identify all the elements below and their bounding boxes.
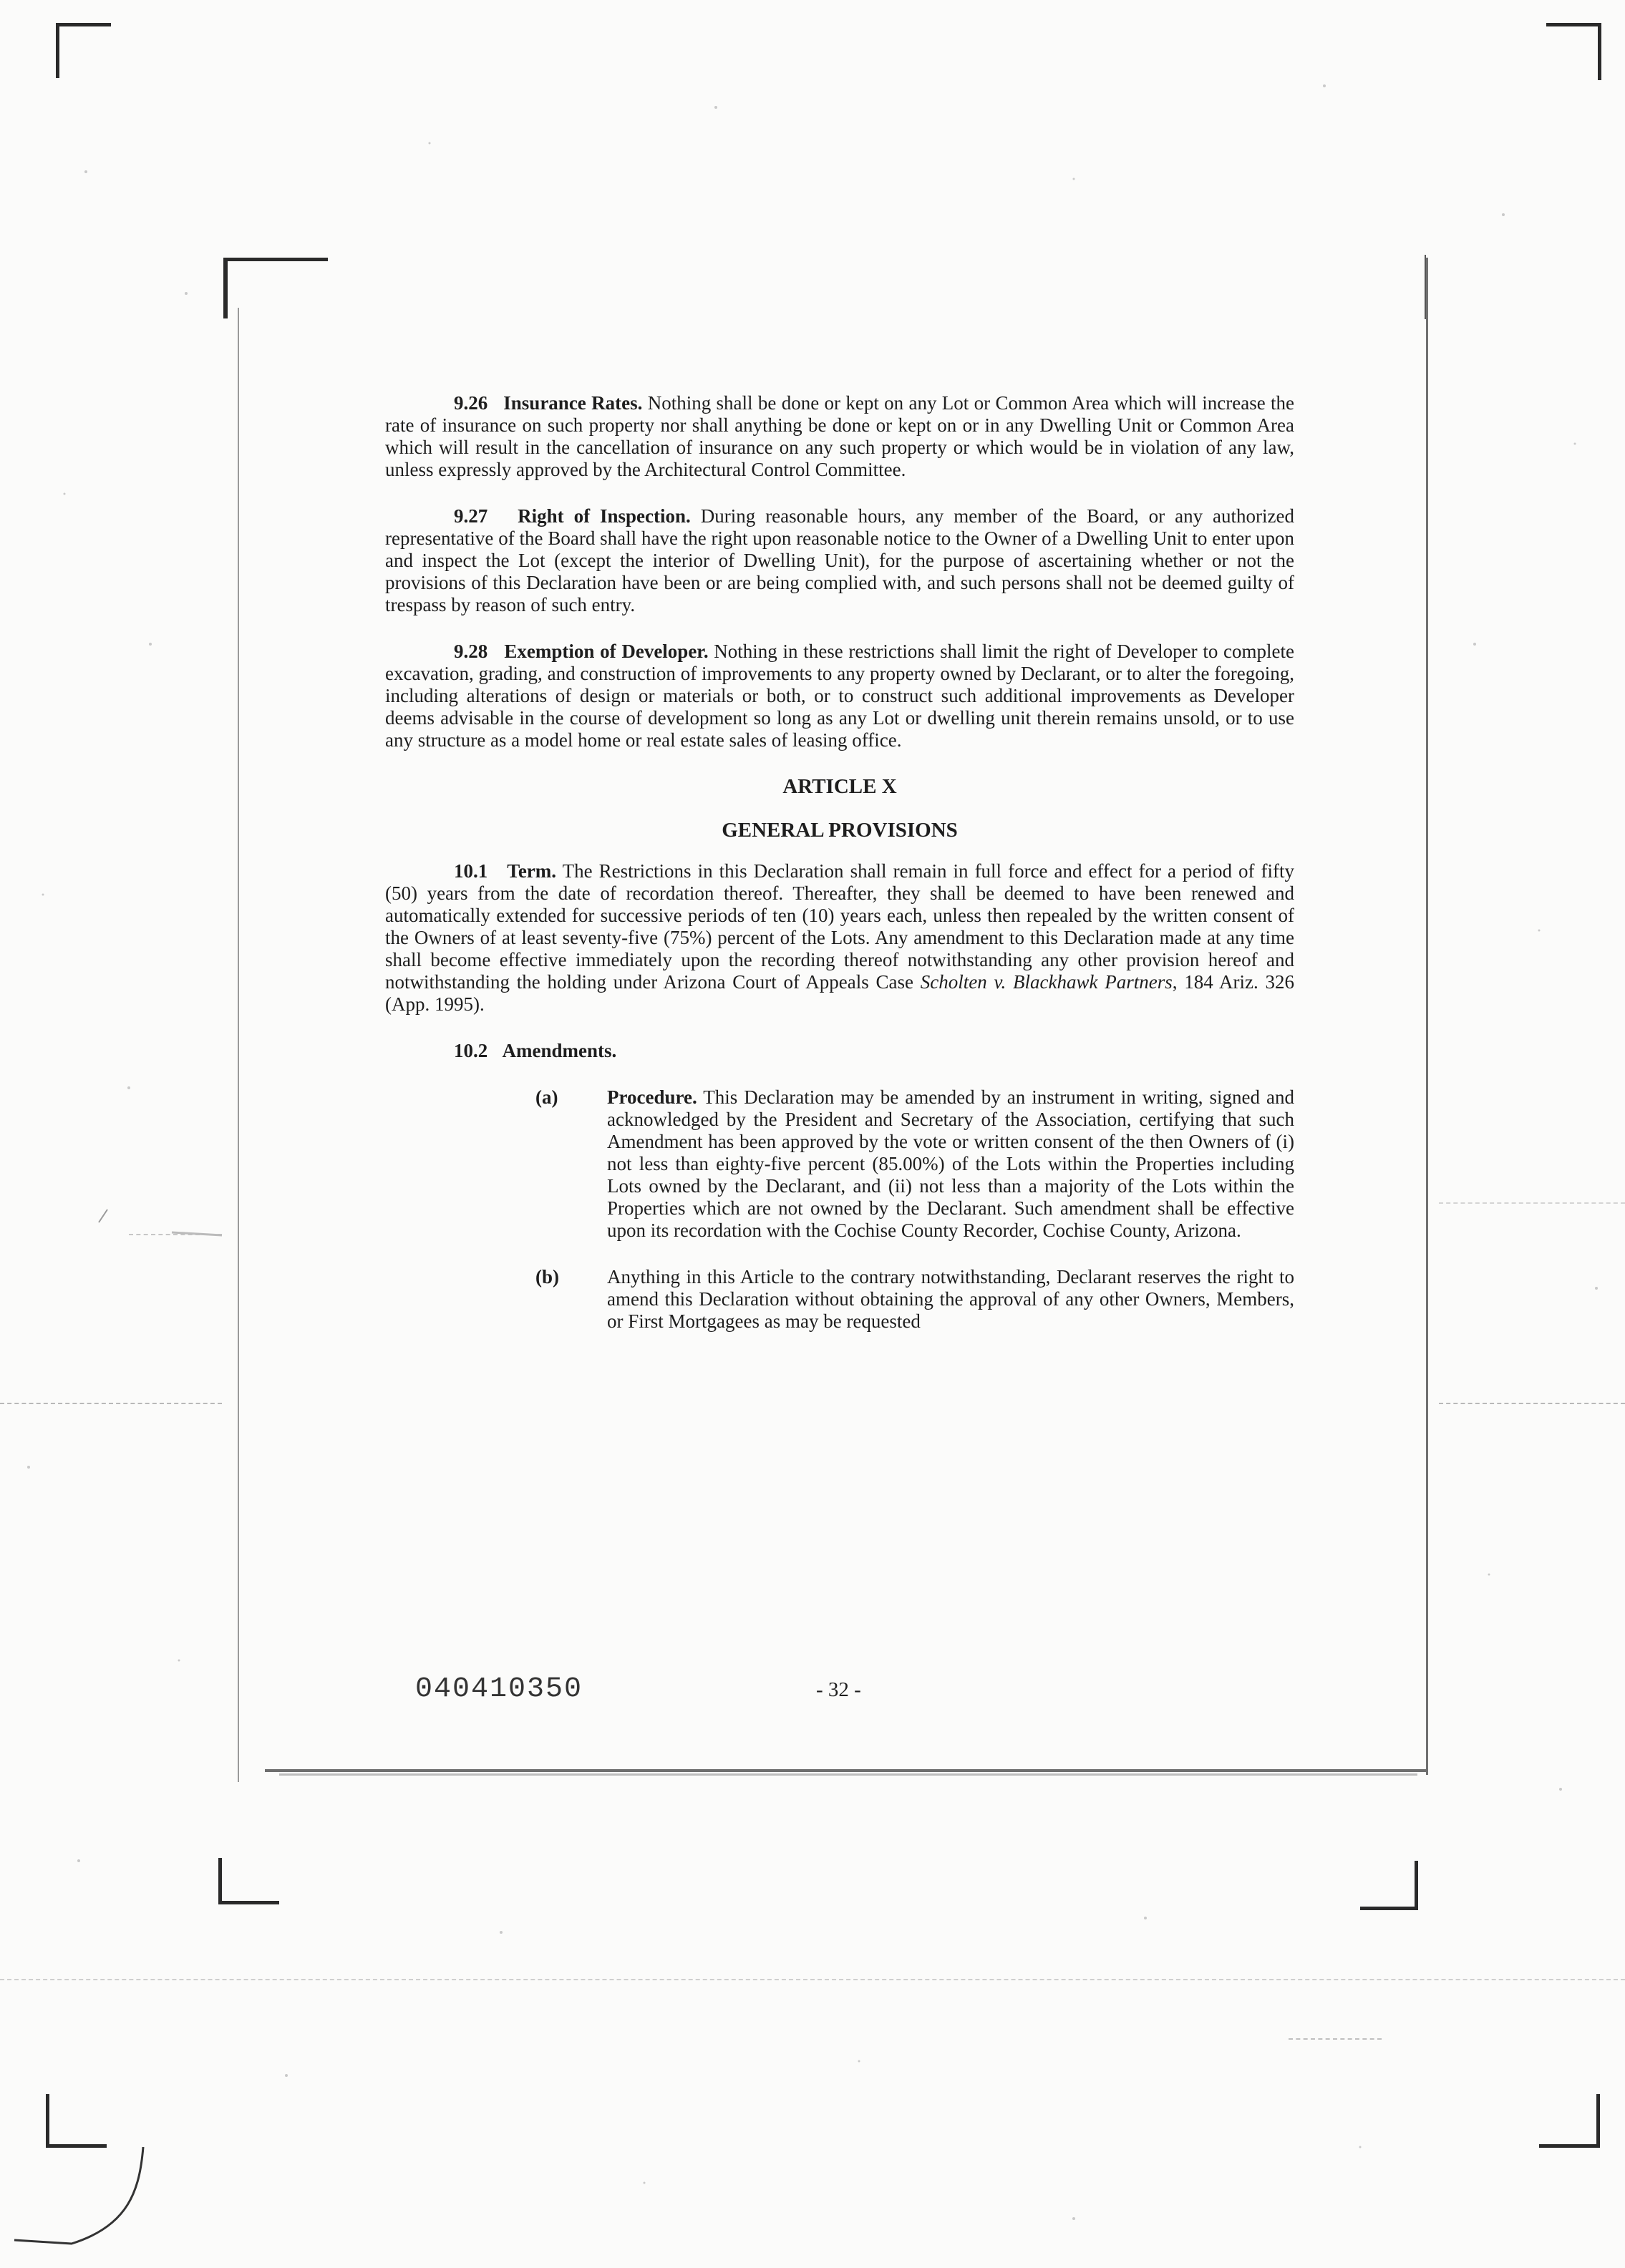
case-citation: , 184 Ariz. 326 (App. 1995). [385, 971, 1294, 1015]
section-title: Exemption of Developer. [504, 641, 709, 662]
article-subheading: GENERAL PROVISIONS [722, 819, 958, 842]
section-title: Amendments. [502, 1040, 617, 1061]
section-body: Nothing shall be done or kept on any Lot or Common Area which will increase the rate of insurance on such property nor shall anything be done or kept on or in any Dwelling Unit or Common Area which will result in the cancellation of insurance on any such property or which would be in violation of any law, unless expressly approved by the Architectural Control Committee. [385, 392, 1295, 480]
section-body: Nothing in these restrictions shall limit the right of Developer to complete excavation, grading, and construction of improvements to any property owned by Declarant, or to alter the foregoing, including alterations of design or materials or both, or to construct such additional improvements as Developer deems advisable in the course of development so long as any Lot or dwelling unit therein remains unsold, or to use any structure as a model home or real estate sales of leasing office. [385, 641, 1295, 751]
section-10-2 [454, 1040, 1294, 1062]
section-body: The Restrictions in this Declaration shall remain in full force and effect for a period of fifty (50) years from the date of recordation thereof. Thereafter, they shall be deemed to have been renewed and automatically extended for successive periods of ten (10) years each, unless then repealed by the written consent of the Owners of at least seventy-five (75%) percent of the Lots. Any amendment to this Declaration made at any time shall become effective immediately upon the recording thereof notwithstanding any other provision hereof and notwithstanding the holding under Arizona Court of Appeals Case [385, 860, 1294, 993]
section-10-1 [385, 860, 1294, 1016]
item-body: Anything in this Article to the contrary notwithstanding, Declarant reserves the right to amend this Declaration without obtaining the approval of any other Owners, Members, or First Mortgagees as may be requested [607, 1266, 1294, 1332]
amendment-item-b [385, 1266, 1294, 1333]
item-label: (b) [535, 1266, 559, 1288]
item-label: (a) [535, 1086, 558, 1108]
section-title: Right of Inspection. [518, 505, 691, 527]
item-text [607, 1086, 1294, 1242]
section-9-26 [385, 392, 1294, 481]
section-number: 9.26 [454, 392, 488, 414]
section-title: Insurance Rates. [503, 392, 643, 414]
item-title: Procedure. [607, 1086, 697, 1108]
section-9-28 [385, 641, 1294, 751]
section-9-27 [385, 505, 1294, 616]
section-number: 10.2 [454, 1040, 488, 1061]
document-body [385, 392, 1294, 1357]
item-body: This Declaration may be amended by an instrument in writing, signed and acknowledged by the President and Secretary of the Association, certifying that such Amendment has been approved by the vote or written consent of the then Owners of (i) not less than eighty-five percent (85.00%) of the Lots within the Properties including Lots owned by the Declarant, and (ii) not less than a majority of the Lots within the Properties which are not owned by the Declarant. Such amendment shall be effective upon its recordation with the Cochise County Recorder, Cochise County, Arizona. [607, 1086, 1294, 1241]
recording-number: 040410350 [415, 1673, 583, 1705]
section-number: 9.27 [454, 505, 488, 527]
section-body: During reasonable hours, any member of the Board, or any authorized representative of the Board shall have the right upon reasonable notice to the Owner of a Dwelling Unit to enter upon and inspect the Lot (except the interior of Dwelling Unit), for the purpose of ascertaining whether or not the provisions of this Declaration have been or are being complied with, and such persons shall not be deemed guilty of trespass by reason of such entry. [385, 505, 1295, 615]
case-name: Scholten v. Blackhawk Partners [920, 971, 1173, 993]
article-heading: ARTICLE X [782, 775, 897, 798]
section-title: Term. [507, 860, 557, 882]
section-number: 10.1 [454, 860, 488, 882]
page-number: - 32 - [816, 1678, 861, 1701]
item-text [607, 1266, 1294, 1333]
amendment-item-a [385, 1086, 1294, 1242]
section-number: 9.28 [454, 641, 488, 662]
